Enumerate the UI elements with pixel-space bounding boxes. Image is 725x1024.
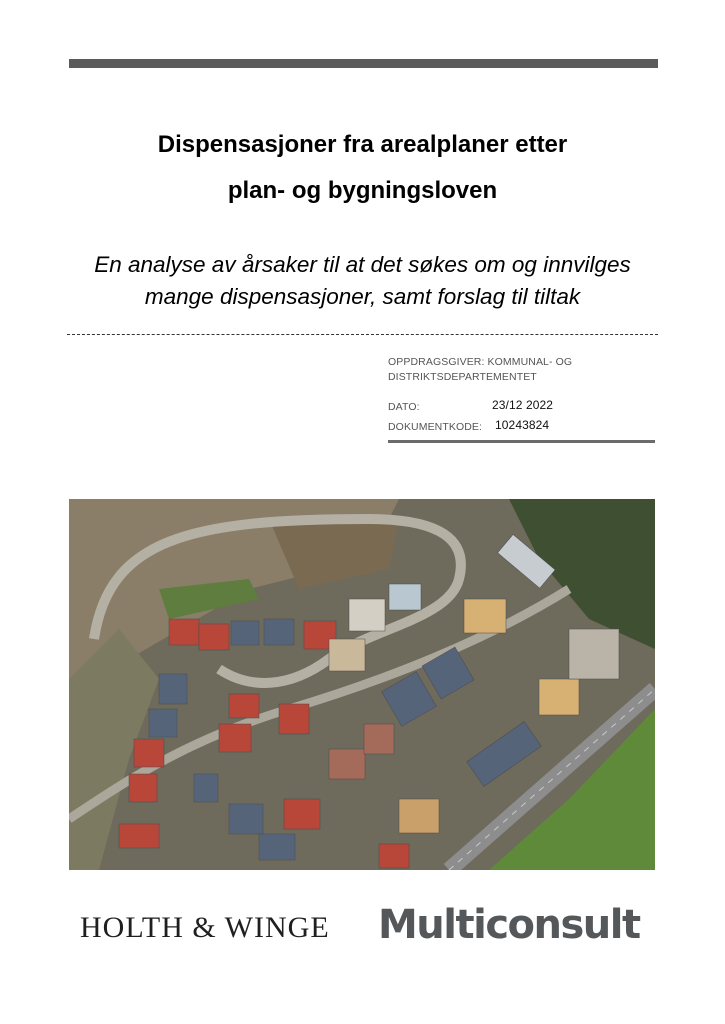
document-code-row — [388, 417, 655, 437]
subtitle-line-1: En analyse av årsaker til at det søkes om og innvilges — [94, 252, 631, 277]
title-line-2: plan- og bygningsloven — [227, 177, 498, 204]
date-value: 23/12 2022 — [492, 398, 554, 412]
client-line-1: OPPDRAGSGIVER: KOMMUNAL- OG — [388, 356, 573, 368]
document-subtitle — [40, 249, 685, 313]
document-title — [0, 122, 725, 214]
client-block — [388, 355, 655, 385]
holth-winge-logo: HOLTH & WINGE — [80, 911, 330, 944]
multiconsult-logo: Multiconsult — [378, 902, 640, 948]
document-metadata — [388, 355, 655, 437]
client-line-2: DISTRIKTSDEPARTEMENTET — [388, 371, 537, 383]
title-line-1: Dispensasjoner fra arealplaner etter — [157, 131, 568, 158]
date-label: DATO: — [388, 401, 420, 413]
metadata-underline — [388, 440, 655, 443]
top-divider-bar — [69, 59, 658, 68]
date-row — [388, 397, 655, 417]
dashed-separator — [67, 334, 658, 335]
aerial-photo-housing-development — [69, 499, 655, 870]
document-code-value: 10243824 — [495, 418, 550, 432]
subtitle-line-2: mange dispensasjoner, samt forslag til tiltak — [144, 284, 581, 309]
document-code-label: DOKUMENTKODE: — [388, 421, 483, 433]
